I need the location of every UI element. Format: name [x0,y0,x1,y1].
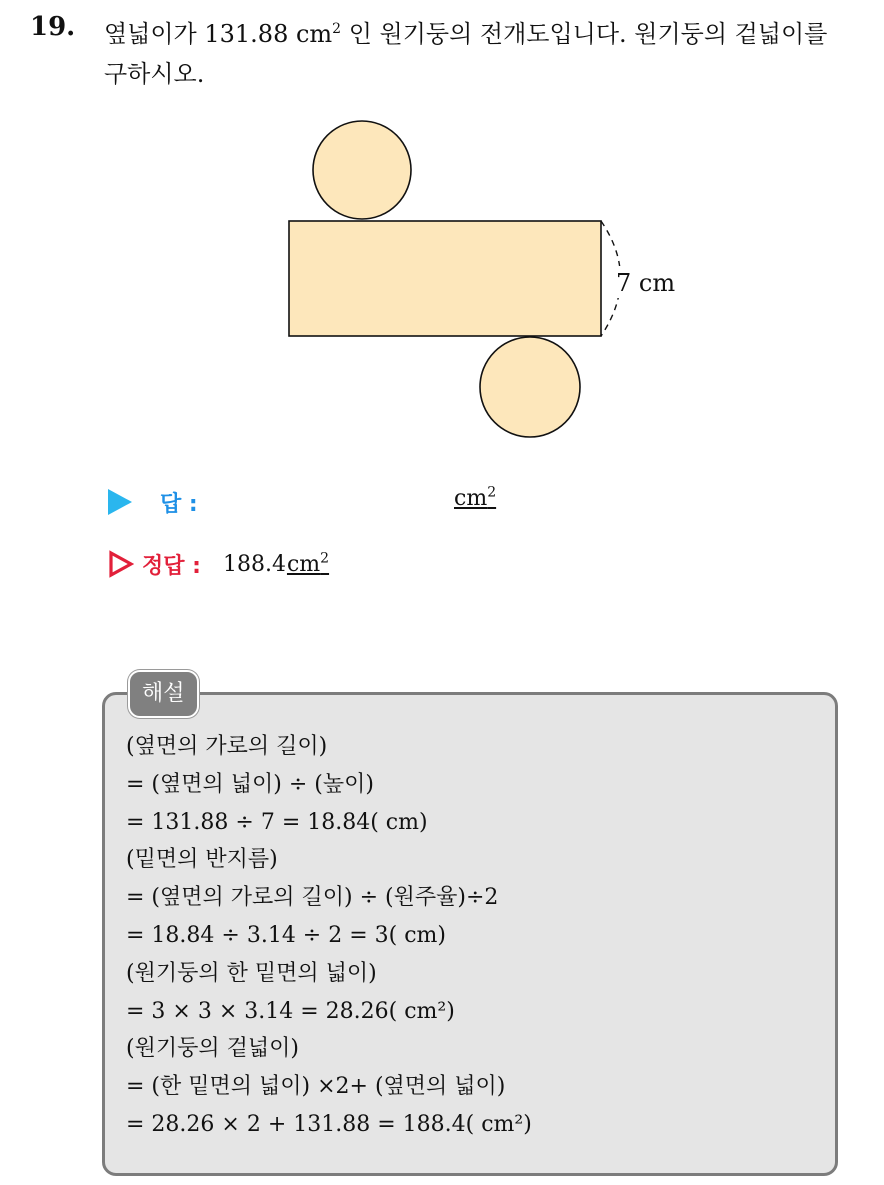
correct-answer-unit-text: cm [286,551,321,577]
question-number: 19. [30,12,76,42]
answer-unit-sup: 2 [487,484,497,501]
height-label: 7 cm [616,269,676,297]
solution-tag: 해설 [128,670,199,718]
bottom-base-circle [480,337,580,437]
outline-triangle-icon [108,550,134,578]
answer-unit-text: cm [454,486,488,511]
solution-line: = 131.88 ÷ 7 = 18.84( cm) [126,809,428,835]
correct-answer-unit-sup: 2 [320,550,330,567]
correct-answer-row [108,546,329,582]
solution-line: = 3 × 3 × 3.14 = 28.26( cm²) [126,998,455,1024]
lateral-face-rect [289,221,601,336]
answer-unit [454,486,496,511]
answer-row [108,484,198,520]
correct-answer-unit [287,552,329,577]
question-text-part2: 인 원기둥의 전개도입니다. 원기둥의 겉넓이를 [341,20,828,48]
correct-answer-label: 정답 : [142,553,201,579]
question-text-part1: 옆넓이가 131.88 cm [104,20,333,48]
solution-line: = (한 밑면의 넓이) ×2+ (옆면의 넓이) [126,1074,506,1100]
solution-line: (원기둥의 겉넓이) [126,1036,299,1062]
solution-line: = 28.26 × 2 + 131.88 = 188.4( cm²) [126,1111,532,1137]
solution-lines [126,728,532,1144]
solution-line: (밑면의 반지름) [126,847,278,873]
correct-answer-value: 188.4 [222,551,286,577]
solution-line: = 18.84 ÷ 3.14 ÷ 2 = 3( cm) [126,922,446,948]
question-text-line2: 구하시오. [104,60,205,88]
solution-line: (원기둥의 한 밑면의 넓이) [126,960,377,986]
answer-label: 답 : [160,491,198,517]
solution-line: = (옆면의 넓이) ÷ (높이) [126,771,374,797]
play-triangle-icon [108,489,132,515]
solution-line: (옆면의 가로의 길이) [126,734,328,759]
question-text-sup: 2 [332,21,342,37]
cylinder-net-figure [0,0,884,460]
solution-line: = (옆면의 가로의 길이) ÷ (원주율)÷2 [126,885,499,911]
top-base-circle [313,121,411,219]
